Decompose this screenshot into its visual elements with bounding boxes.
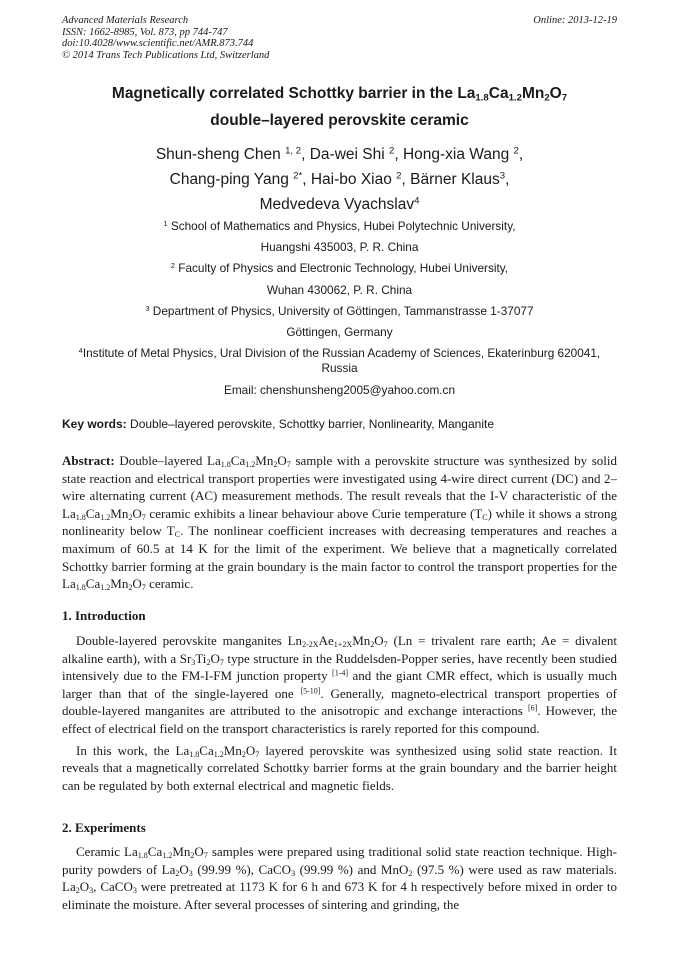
contact-email[interactable]: Email: chenshunsheng2005@yahoo.com.cn [223,383,456,398]
paper-title [62,80,617,134]
abstract-label: Abstract: [62,453,115,468]
intro-paragraph-2: In this work, the $La_{1.8}Ca_{1.2}Mn_2O_7$ layered perovskite was synthesized using solid state reaction. It reveals that a magnetically correlated Schottky barrier forms at the grain boundary and the barrier height can be regulated by both external electrical and magnetic fields. [62,742,618,793]
affiliation-2a: $^2$ Faculty of Physics and Electronic Technology, Hubei University, [170,261,509,276]
abstract-paragraph: Abstract: Double–layered $La_{1.8}Ca_{1.2}Mn_2O_7$ sample with a perovskite structure was synthesized by solid state reaction and electrical transport properties were investigated using 4-wire direct current (DC) and 2–wire alternating current (AC) measurement methods. The result reveals that the I-V characteristic of the $La_{1.8}Ca_{1.2}Mn_2O_7$ ceramic exhibits a linear behaviour above Curie temperature $(T_C)$ while it shows a strong nonlinearity below $T_C$. The nonlinear coefficient increases with decreasing temperatures and reaches a maximum of 60.5 at 14 K for the limit of the experiment. We believe that a magnetically correlated Schottky barrier forming at the grain boundary is the main factor to control the transport properties for the $La_{1.8}Ca_{1.2}Mn_2O_7$ ceramic. [62,453,617,593]
experiments-paragraph-1: Ceramic $La_{1.8}Ca_{1.2}Mn_2O_7$ samples were prepared using traditional solid state reaction technique. High-purity powders of $La_2O_3$ (99.99 %), CaCO$_3$ (99.99 %) and MnO$_2$ (97.5 %) were used as raw materials. $La_2O_3$, CaCO$_3$ were pretreated at 1173 K for 6 h and 673 K for 4 h respectively before mixed in order to eliminate the moisture. After several processes of sintering and grinding, the [62,844,618,912]
title-line-1: Magnetically correlated Schottky barrier in the $La_{1.8}Ca_{1.2}Mn_2O_7$ [111,85,568,104]
experiments-body [62,843,617,913]
keywords-label: Key words: [62,417,127,431]
copyright-line: © 2014 Trans Tech Publications Ltd, Switzerland [62,49,270,61]
doi-line[interactable]: doi:10.4028/www.scientific.net/AMR.873.744 [62,38,254,50]
citation-5-10[interactable]: [5-10] [300,686,321,696]
keywords [62,417,617,431]
section-heading-experiments: 2. Experiments [62,820,146,835]
citation-1-4[interactable]: [1-4] [332,668,349,678]
title-line-2: double–layered perovskite ceramic [210,112,469,129]
section-heading-introduction: 1. Introduction [62,608,146,623]
issn-line: ISSN: 1662-8985, Vol. 873, pp 744-747 [62,26,228,38]
affiliation-3b: Göttingen, Germany [286,325,393,340]
citation-6[interactable]: [6] [527,703,538,713]
author-line-3: Medvedeva Vyachslav$^4$ [259,195,420,213]
online-date: Online: 2013-12-19 [533,15,617,26]
affiliation-4a: $^4$Institute of Metal Physics, Ural Division of the Russian Academy of Sciences, Ekaterinburg 620041, [78,346,601,361]
affiliation-3a: $^3$ Department of Physics, University of Göttingen, Tammanstrasse 1-37077 [145,303,534,318]
affiliations [62,216,617,401]
introduction-body [62,632,617,794]
affiliation-1a: $^1$ School of Mathematics and Physics, Hubei Polytechnic University, [163,218,516,233]
intro-paragraph-1: Double-layered perovskite manganites $Ln_{2-2X}Ae_{1+2X}Mn_2O_7$ (Ln = trivalent rare earth; Ae = divalent alkaline earth), with a $Sr_3Ti_2O_7$ type structure in the Ruddelsden-Popper series, have recently been studied intensively due to the FM-I-FM junction property [1-4] and the giant CMR effect, which is usually much larger than that of the single-layered one [5-10]. Generally, magneto-electrical transport properties of double-layered manganites are attributed to the anisotropic and exchange interactions [6]. However, the effect of electrical field on the transport characteristics is rarely reported for this compound. [62,633,617,736]
author-list [62,142,617,217]
journal-header [62,15,617,61]
affiliation-4b: Russia [321,361,358,376]
affiliation-2b: Wuhan 430062, P. R. China [266,282,413,297]
abstract [62,452,617,593]
author-line-1: Shun-sheng Chen $^{1, 2}$, Da-wei Shi $^2$, Hong-xia Wang $^2$, [155,145,524,163]
author-line-2: Chang-ping Yang $^{2*}$, Hai-bo Xiao $^2$, Bärner Klaus$^3$, [169,170,510,188]
keywords-text: Double–layered perovskite, Schottky barrier, Nonlinearity, Manganite [126,417,494,431]
journal-name: Advanced Materials Research [62,15,189,26]
affiliation-1b: Huangshi 435003, P. R. China [260,240,419,255]
